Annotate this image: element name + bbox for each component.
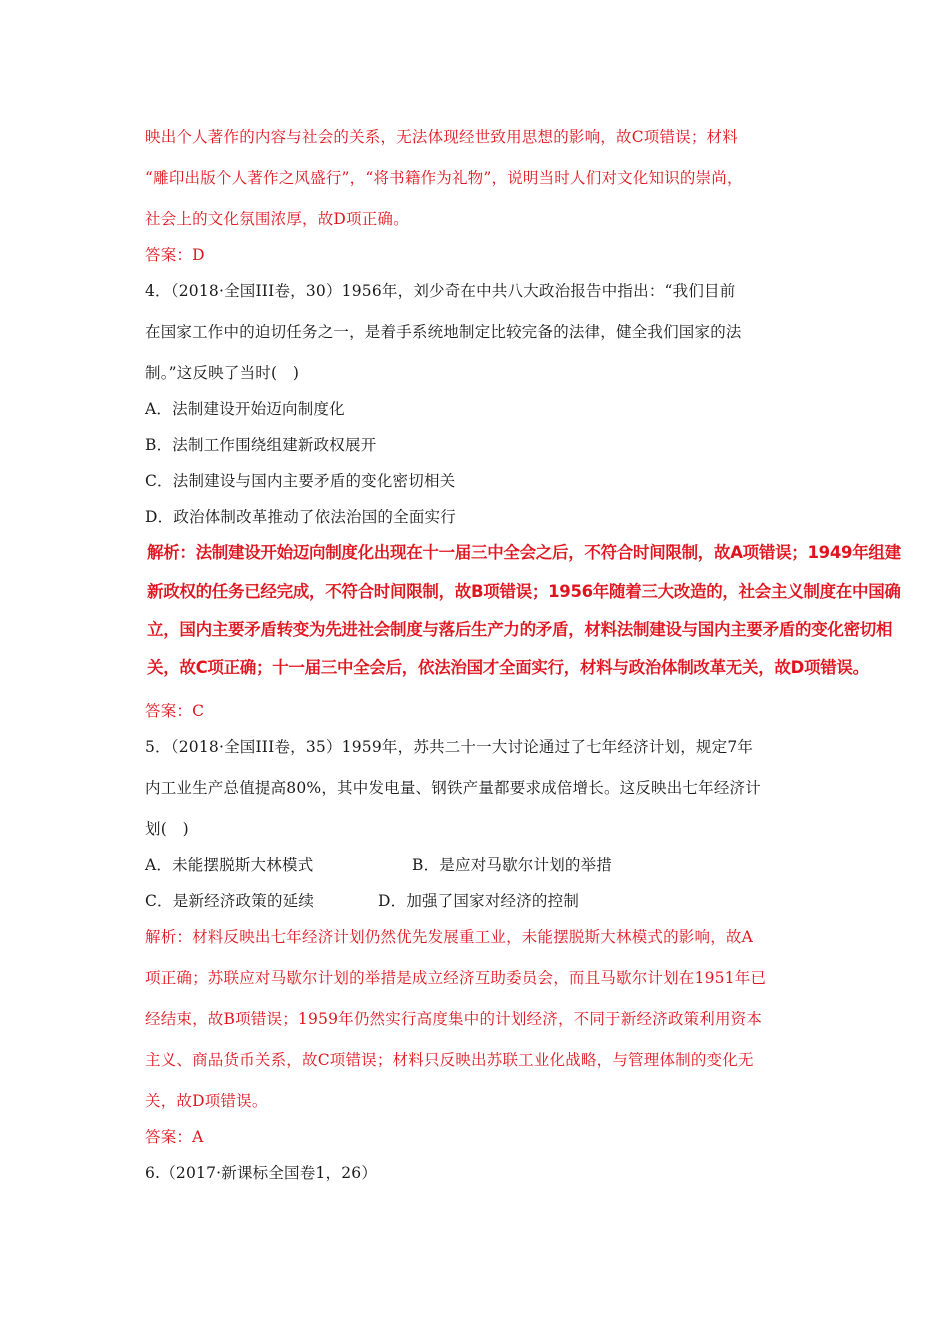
q5-option-a: A．未能摆脱斯大林模式 [145, 856, 314, 874]
q4-analysis-line-3: 立，国内主要矛盾转变为先进社会制度与落后生产力的矛盾，材料法制建设与国内主要矛盾的变化密切相 [147, 620, 893, 639]
q5-option-c: C．是新经济政策的延续 [145, 892, 315, 910]
q5-analysis-line-4: 主义、商品货币关系，故C项错误；材料只反映出苏联工业化战略，与管理体制的变化无 [145, 1051, 754, 1069]
q5-options-row-2 [145, 891, 845, 911]
q5-analysis-line-3: 经结束，故B项错误；1959年仍然实行高度集中的计划经济，不同于新经济政策利用资本 [145, 1010, 763, 1028]
q4-stem-line-2: 在国家工作中的迫切任务之一，是着手系统地制定比较完备的法律，健全我们国家的法 [145, 323, 742, 341]
q4-analysis-line-4: 关，故C项正确；十一届三中全会后，依法治国才全面实行，材料与政治体制改革无关，故D项错误。 [147, 658, 869, 677]
q4-option-b: B．法制工作围绕组建新政权展开 [145, 436, 377, 454]
prev-answer: 答案：D [145, 246, 205, 264]
q4-answer: 答案：C [145, 702, 205, 720]
q4-option-a: A．法制建设开始迈向制度化 [145, 400, 345, 418]
q4-option-c: C．法制建设与国内主要矛盾的变化密切相关 [145, 472, 456, 490]
q5-analysis-line-1: 解析：材料反映出七年经济计划仍然优先发展重工业，未能摆脱斯大林模式的影响，故A [145, 928, 753, 946]
q5-stem-line-1: 5．（2018·全国III卷，35）1959年，苏共二十一大讨论通过了七年经济计划，规定7年 [145, 738, 754, 756]
q4-option-d: D．政治体制改革推动了依法治国的全面实行 [145, 508, 456, 526]
q4-analysis-line-2: 新政权的任务已经完成，不符合时间限制，故B项错误；1956年随着三大改造的，社会主义制度在中国确 [147, 582, 901, 601]
prev-analysis-line-3: 社会上的文化氛围浓厚，故D项正确。 [145, 210, 409, 228]
q5-stem-line-3: 划( ) [145, 820, 189, 838]
q5-answer: 答案：A [145, 1128, 204, 1146]
q5-analysis-line-5: 关，故D项错误。 [145, 1092, 268, 1110]
q5-analysis-line-2: 项正确；苏联应对马歇尔计划的举措是成立经济互助委员会，而且马歇尔计划在1951年已 [145, 969, 767, 987]
q5-options-row-1 [145, 855, 845, 875]
q4-stem-line-1: 4．（2018·全国III卷，30）1956年，刘少奇在中共八大政治报告中指出：“我们目前 [145, 282, 736, 300]
q5-stem-line-2: 内工业生产总值提高80%，其中发电量、钢铁产量都要求成倍增长。这反映出七年经济计 [145, 779, 761, 797]
prev-analysis-line-1: 映出个人著作的内容与社会的关系，无法体现经世致用思想的影响，故C项错误；材料 [145, 128, 738, 146]
q5-option-d: D．加强了国家对经济的控制 [378, 892, 580, 910]
q5-option-b: B．是应对马歇尔计划的举措 [412, 856, 612, 874]
prev-analysis-line-2: “雕印出版个人著作之风盛行”，“将书籍作为礼物”，说明当时人们对文化知识的崇尚， [145, 169, 743, 187]
q6-stem: 6.（2017·新课标全国卷1，26） [145, 1164, 378, 1182]
q4-analysis-line-1: 解析：法制建设开始迈向制度化出现在十一届三中全会之后，不符合时间限制，故A项错误；1949年组建 [147, 543, 901, 562]
q4-stem-line-3: 制。”这反映了当时( ) [145, 364, 300, 382]
